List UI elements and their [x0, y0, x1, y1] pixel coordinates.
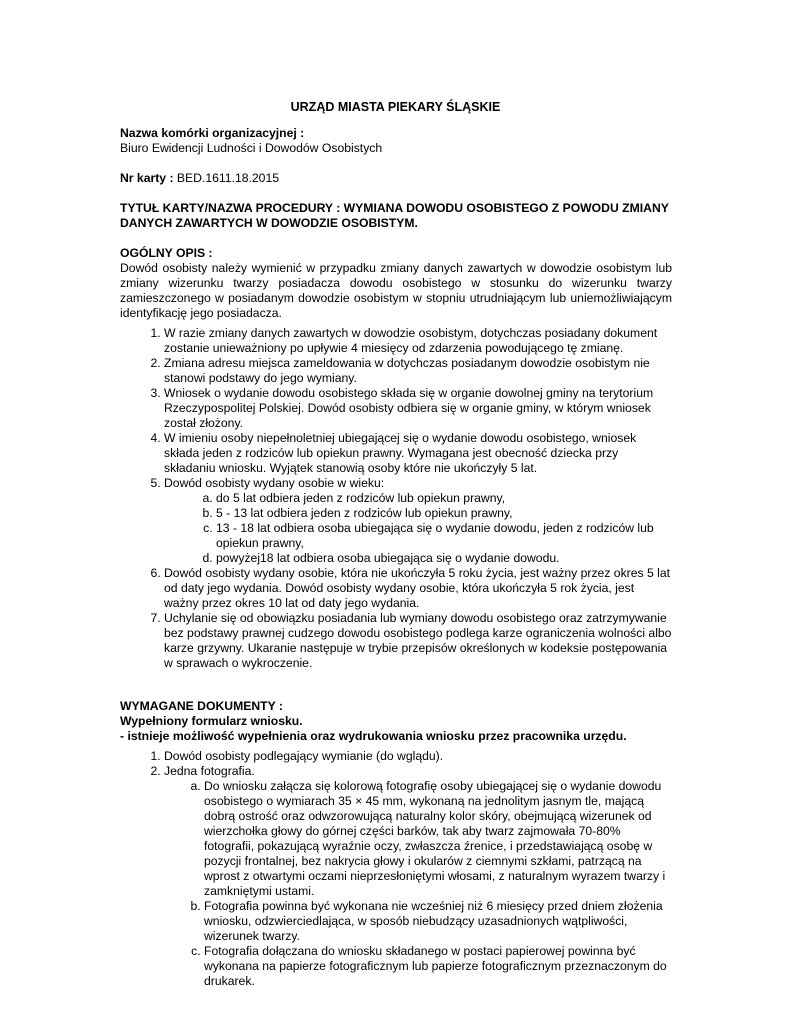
document-body [120, 126, 672, 989]
list-item: 1. W razie zmiany danych zawartych w dowodzie osobistym, dotychczas posiadany dokument zostanie unieważniony po upływie 4 miesięcy od zdarzenia powodującego tę zmianę. [164, 326, 672, 356]
photo-requirement: a. Do wniosku załącza się kolorową fotografię osoby ubiegającej się o wydanie dowodu osobistego o wymiarach 35 × 45 mm, wykonaną na jednolitym jasnym tle, mającą dobrą ostrość oraz odwzorowującą naturalny kolor skóry, obejmującą wizerunek od wierzchołka głowy do górnej części barków, tak aby twarz zajmowała 70-80% fotografii, pokazującą wyraźnie oczy, zwłaszcza źrenice, i przedstawiającą osobę w pozycji frontalnej, bez nakrycia głowy i okularów z ciemnymi szkłami, patrzącą na wprost z otwartymi oczami nieprzesłoniętymi włosami, z naturalnym wyrazem twarzy i zamkniętymi ustami. [204, 779, 672, 899]
card-number-value: BED.1611.18.2015 [176, 171, 279, 185]
age-list-item: a. do 5 lat odbiera jeden z rodziców lub opiekun prawny, [216, 491, 672, 506]
age-list-intro: Dowód osobisty wydany osobie w wieku: [164, 476, 385, 490]
list-item: 2. Zmiana adresu miejsca zameldowania w dotychczas posiadanym dowodzie osobistym nie stanowi podstawy do jego wymiany. [164, 356, 672, 386]
card-number [120, 171, 672, 186]
age-list-item: b. 5 - 13 lat odbiera jeden z rodziców lub opiekun prawny, [216, 506, 672, 521]
photo-requirements-list [120, 779, 672, 989]
general-list [120, 326, 672, 671]
unit-label: Nazwa komórki organizacyjnej : [120, 126, 305, 140]
general-intro: Dowód osobisty należy wymienić w przypadku zmiany danych zawartych w dowodzie osobistym lub zmiany wizerunku twarzy posiadacza dowodu osobistego w stosunku do wizerunku twarzy zamieszczonego w posiadanym dowodzie osobistym w stopniu utrudniającym lub uniemożliwiającym identyfikację jego posiadacza. [120, 261, 672, 320]
card-number-label: Nr karty : [120, 171, 174, 185]
list-item [164, 764, 672, 779]
unit-value: Biuro Ewidencji Ludności i Dowodów Osobistych [120, 141, 383, 155]
documents-form-note: - istnieje możliwość wypełnienia oraz wydrukowania wniosku przez pracownika urzędu. [120, 729, 627, 743]
list-item: 6. Dowód osobisty wydany osobie, która nie ukończyła 5 roku życia, jest ważny przez okres 5 lat od daty jego wydania. Dowód osobisty wydany osobie, która ukończyła 5 rok życia, jest ważny przez okres 10 lat od daty jego wydania. [164, 566, 672, 611]
list-item: 7. Uchylanie się od obowiązku posiadania lub wymiany dowodu osobistego oraz zatrzymywanie bez podstawy prawnej cudzego dowodu osobistego podlega karze ograniczenia wolności albo karze grzywny. Ukaranie następuje w trybie przepisów określonych w kodeksie postępowania w sprawach o wykroczenie. [164, 611, 672, 671]
age-list [164, 491, 672, 566]
photo-intro: Jedna fotografia. [164, 764, 255, 778]
list-item: 4. W imieniu osoby niepełnoletniej ubiegającej się o wydanie dowodu osobistego, wniosek składa jeden z rodziców lub opiekun prawny. Wymagana jest obecność dziecka przy składaniu wniosku. Wyjątek stanowią osoby które nie ukończyły 5 lat. [164, 431, 672, 476]
age-list-item: c. 13 - 18 lat odbiera osoba ubiegająca się o wydanie dowodu, jeden z rodziców lub opiekun prawny, [216, 521, 672, 551]
list-item [164, 476, 672, 566]
list-item: 3. Wniosek o wydanie dowodu osobistego składa się w organie dowolnej gminy na terytorium Rzeczypospolitej Polskiej. Dowód osobisty odbiera się w organie gminy, w którym wniosek został złożony. [164, 386, 672, 431]
general-heading: OGÓLNY OPIS : [120, 246, 213, 260]
procedure-title: TYTUŁ KARTY/NAZWA PROCEDURY : WYMIANA DOWODU OSOBISTEGO Z POWODU ZMIANY DANYCH ZAWARTYCH W DOWODZIE OSOBISTYM. [120, 201, 669, 230]
photo-requirement: c. Fotografia dołączana do wniosku składanego w postaci papierowej powinna być wykonana na papierze fotograficznym lub papierze fotograficznym przeznaczonym do drukarek. [204, 944, 672, 989]
documents-heading: WYMAGANE DOKUMENTY : [120, 699, 283, 713]
documents-list [120, 749, 672, 779]
list-item: 1. Dowód osobisty podlegający wymianie (do wglądu). [164, 749, 672, 764]
page-title: URZĄD MIASTA PIEKARY ŚLĄSKIE [290, 100, 501, 114]
age-list-item: d. powyżej18 lat odbiera osoba ubiegająca się o wydanie dowodu. [216, 551, 672, 566]
photo-requirement: b. Fotografia powinna być wykonana nie wcześniej niż 6 miesięcy przed dniem złożenia wniosku, odzwierciedlająca, w sposób niebudzący uzasadnionych wątpliwości, wizerunek twarzy. [204, 899, 672, 944]
documents-form: Wypełniony formularz wniosku. [120, 714, 303, 728]
